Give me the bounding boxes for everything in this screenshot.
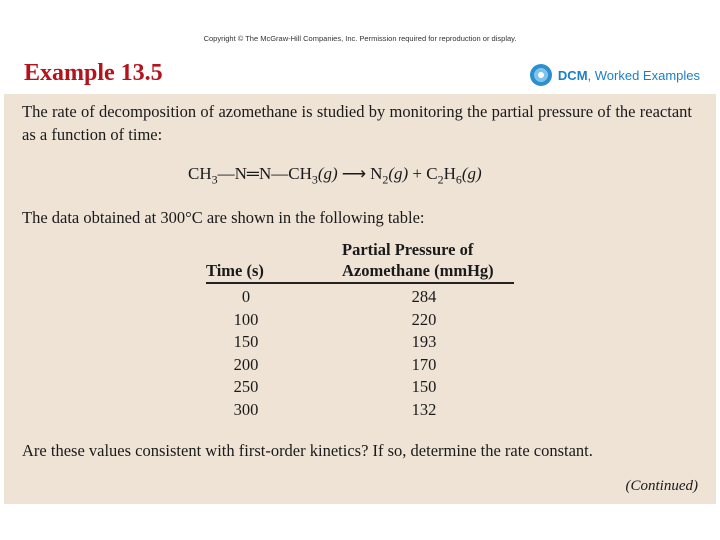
- reaction-arrow-icon: ⟶: [341, 164, 367, 183]
- example-title: Example 13.5: [24, 60, 163, 86]
- problem-statement: The rate of decomposition of azomethane is studied by monitoring the partial pressure of the reactant as a function of time:: [22, 102, 692, 144]
- table-row: 0 284: [241, 287, 437, 306]
- table-header-pressure: Partial Pressure of Azomethane (mmHg): [342, 240, 494, 280]
- data-intro: The data obtained at 300°C are shown in the following table:: [22, 208, 425, 227]
- cd-disc-icon: [530, 64, 552, 86]
- table-row: 150 193: [233, 332, 437, 351]
- reaction-equation: $CH_3—N═N—CH_3(g)$ ⟶ $N_2(g) + C_2H_6(g)$: [188, 164, 482, 187]
- example-header: [4, 52, 716, 94]
- example-panel: [4, 94, 716, 504]
- badge-dcm-label: DCM: [557, 67, 588, 83]
- table-row: 300 132: [233, 399, 437, 419]
- table-row: 250 150: [233, 377, 437, 396]
- continued-label: (Continued): [625, 478, 698, 494]
- table-row: 200 170: [233, 354, 437, 374]
- badge-worked-examples-label: , Worked Examples: [587, 67, 700, 83]
- table-header-rule: [206, 282, 514, 284]
- question: Are these values consistent with first-order kinetics? If so, determine the rate constant.: [22, 441, 593, 460]
- copyright-notice: Copyright © The McGraw-Hill Companies, Inc. Permission required for reproduction or display.: [203, 34, 517, 43]
- table-row: 100 220: [233, 309, 437, 329]
- data-table-body: [206, 286, 514, 421]
- worked-examples-badge[interactable]: [530, 64, 700, 86]
- table-header-time: Time (s): [206, 261, 264, 280]
